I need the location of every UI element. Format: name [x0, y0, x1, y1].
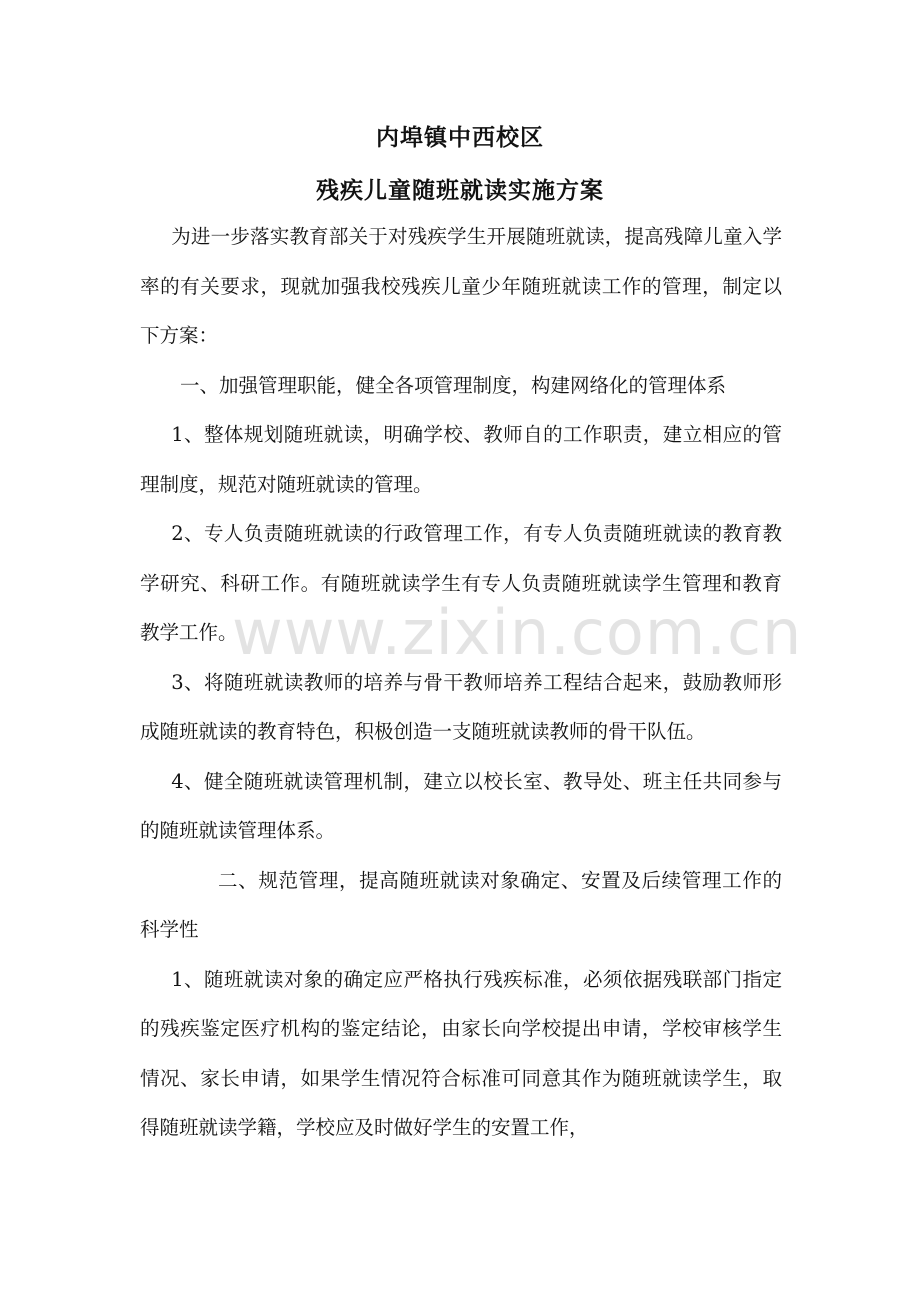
document-body [140, 212, 782, 1153]
watermark: www.zixin.com.cn [232, 596, 803, 669]
section-heading-2: 二、规范管理，提高随班就读对象确定、安置及后续管理工作的科学性 [140, 868, 782, 941]
document-title-plan: 残疾儿童随班就读实施方案 [316, 178, 604, 204]
intro-paragraph: 为进一步落实教育部关于对残疾学生开展随班就读，提高残障儿童入学率的有关要求，现就加强我校残疾儿童少年随班就读工作的管理，制定以下方案： [140, 225, 782, 347]
paragraph-1-2: 2、专人负责随班就读的行政管理工作，有专人负责随班就读的教育教学研究、科研工作。有随班就读学生有专人负责随班就读学生管理和教育教学工作。 [140, 522, 782, 644]
section-heading-1: 一、加强管理职能，健全各项管理制度，构建网络化的管理体系 [179, 373, 726, 397]
paragraph-1-4: 4、健全随班就读管理机制，建立以校长室、教导处、班主任共同参与的随班就读管理体系。 [140, 769, 782, 842]
paragraph-2-1: 1、随班就读对象的确定应严格执行残疾标准，必须依据残联部门指定的残疾鉴定医疗机构的鉴定结论，由家长向学校提出申请，学校审核学生情况、家长申请，如果学生情况符合标准可同意其作为随班就读学生，取得随班就读学籍，学校应及时做好学生的安置工作， [140, 967, 782, 1139]
paragraph-1-1: 1、整体规划随班就读，明确学校、教师自的工作职责，建立相应的管理制度，规范对随班就读的管理。 [140, 423, 782, 496]
document-title-school: 内埠镇中西校区 [376, 125, 544, 151]
paragraph-1-3: 3、将随班就读教师的培养与骨干教师培养工程结合起来，鼓励教师形成随班就读的教育特色，积极创造一支随班就读教师的骨干队伍。 [140, 670, 782, 743]
